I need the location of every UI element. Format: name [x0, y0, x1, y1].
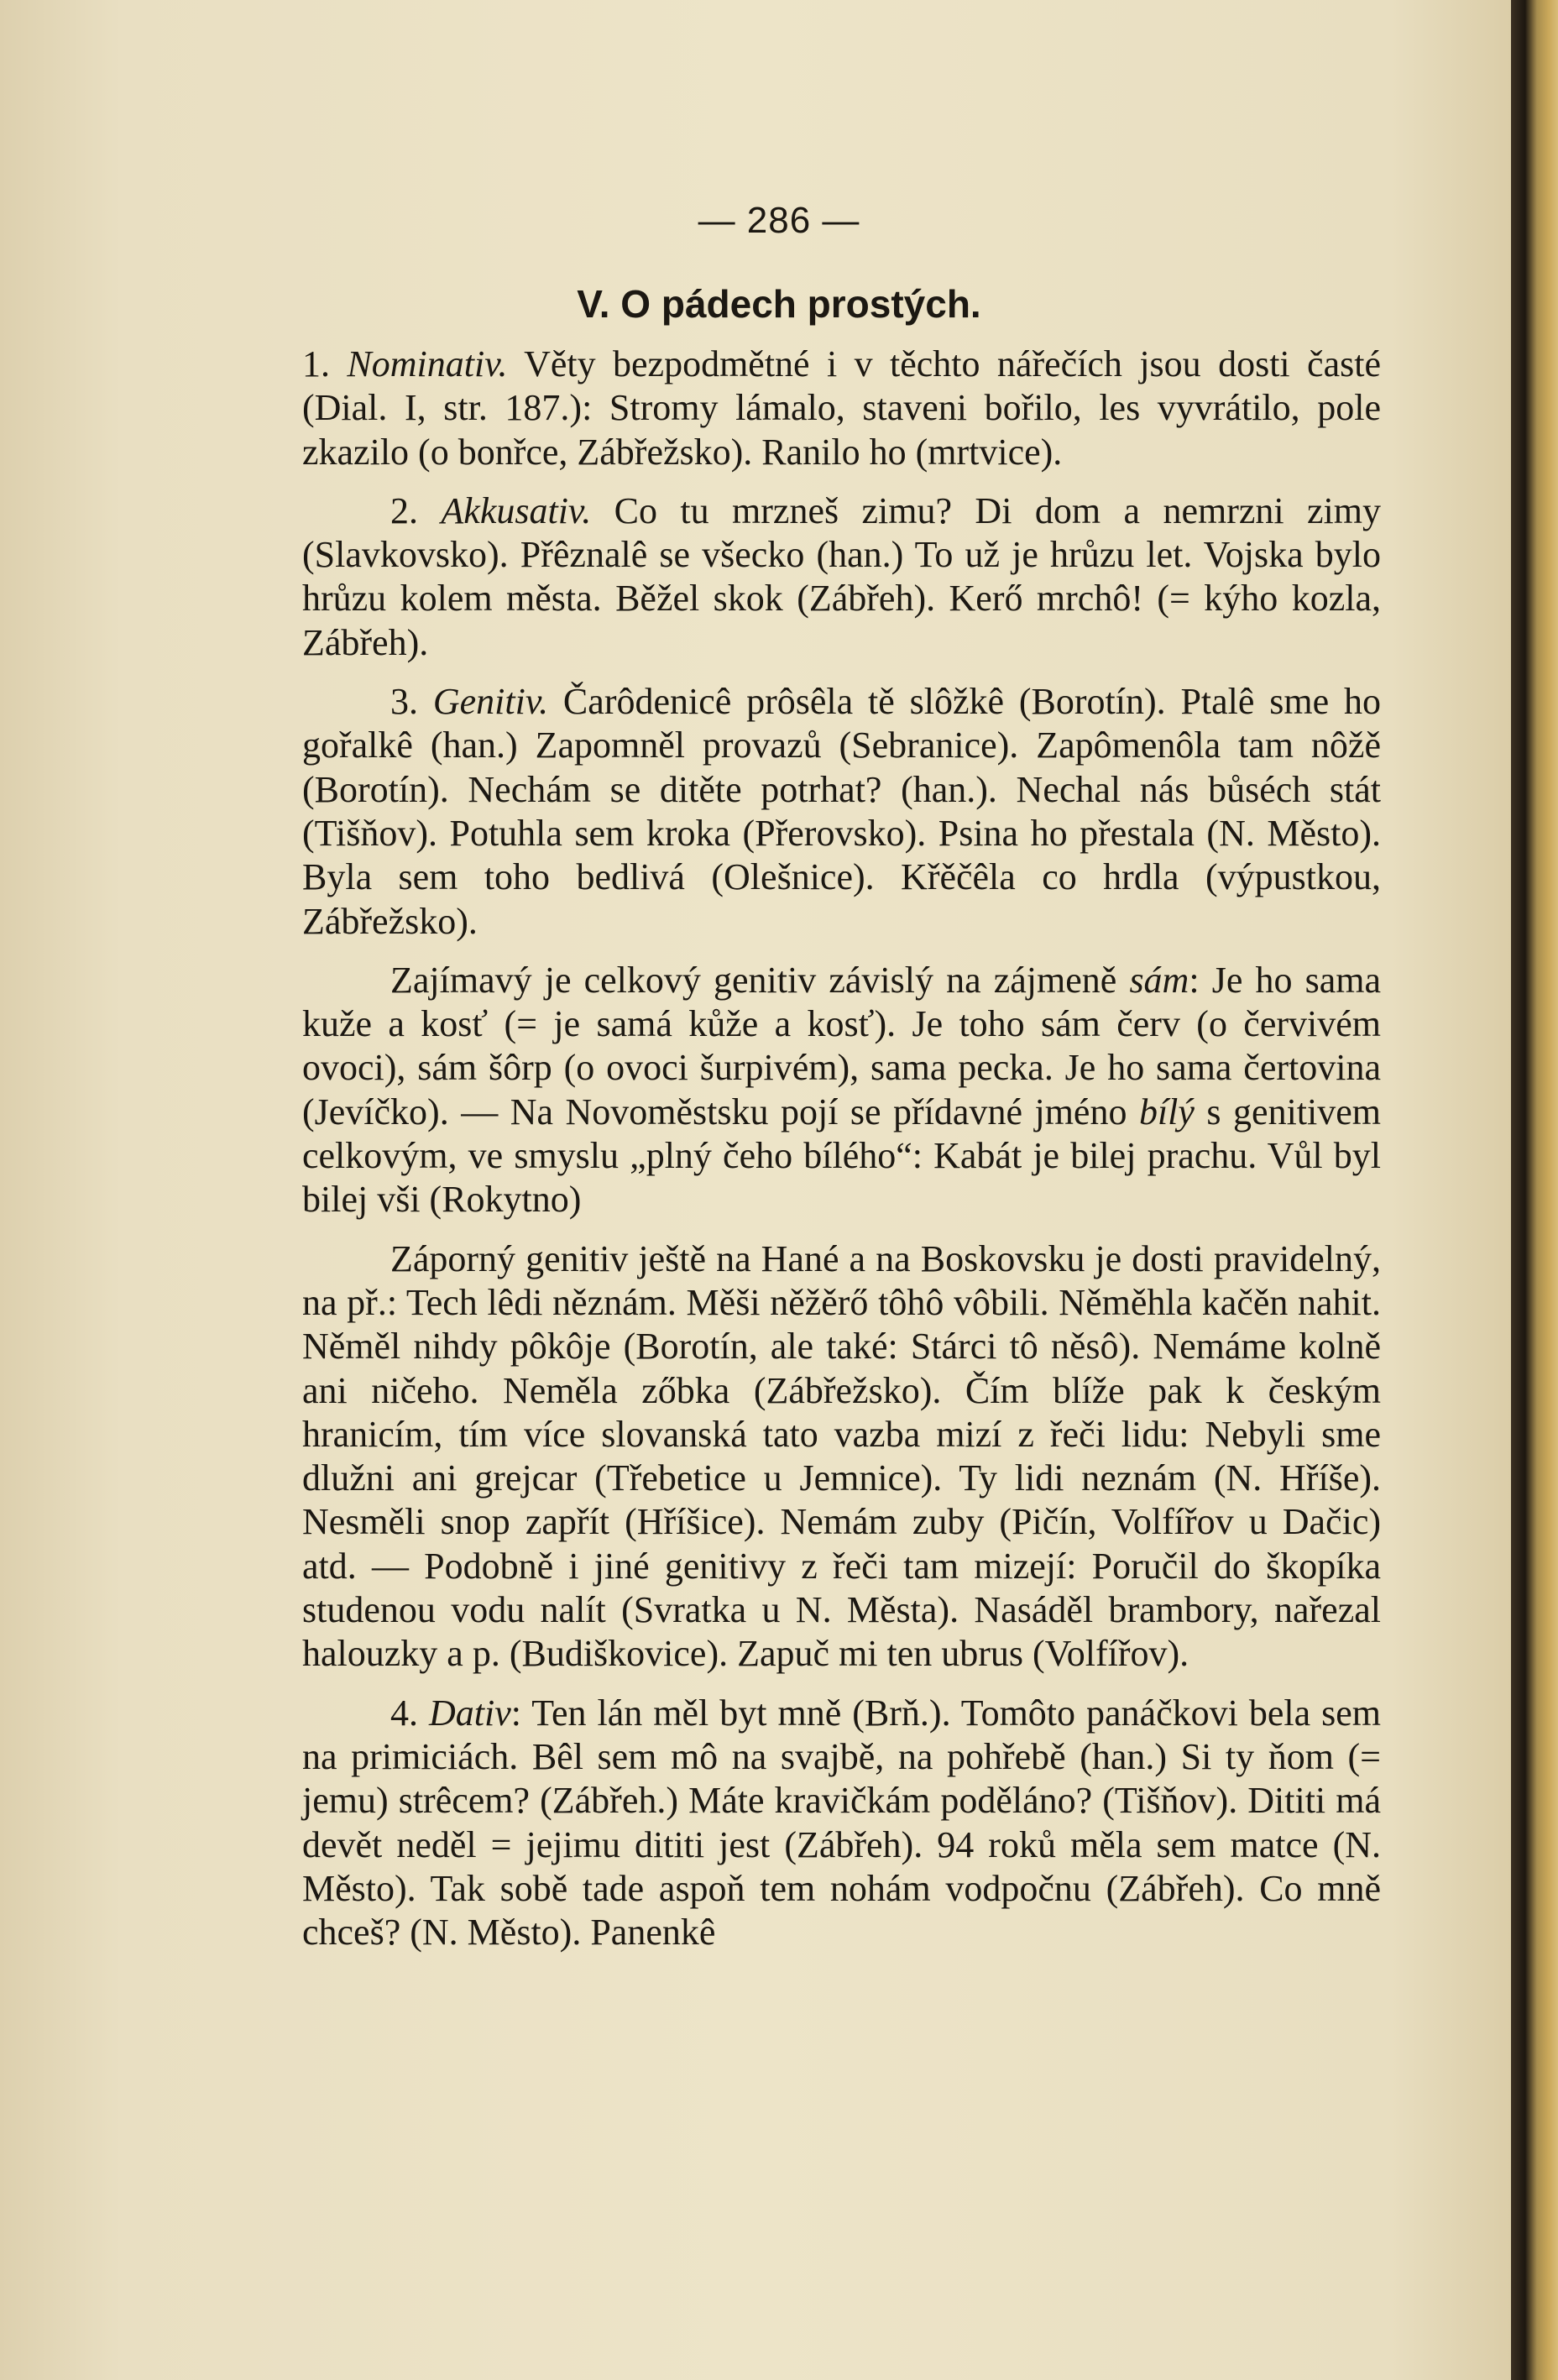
section-heading: V. O pádech prostých. — [577, 282, 981, 326]
paragraph-genitiv — [302, 680, 1381, 944]
paragraph-akkusativ — [302, 489, 1381, 665]
case-label: Dativ — [429, 1692, 511, 1734]
emphasis-word: sám — [1129, 959, 1189, 1001]
paragraph-celkovy-genitiv — [302, 959, 1381, 1222]
paragraph-text: Záporný genitiv ještě na Hané a na Boskovsku je dosti pravidelný, na př.: Tech lêdi něznám. Měši něžěrő tôhô vôbili. Něměhla kačěn nahit. Něměl nihdy pôkôje (Borotín, ale také: Stárci tô něsô). Nemáme kolně ani ničeho. Neměla zőbka (Zábřežsko). Čím blíže pak k českým hranicím, tím více slovanská tato vazba mizí z řeči lidu: Nebyli sme dlužni ani grejcar (Třebetice u Jemnice). Ty lidi neznám (N. Hříše). Nesměli snop zapřít (Hříšice). Nemám zuby (Pičín, Volfířov u Dačic) atd. — Podobně i jiné genitivy z řeči tam mizejí: Poručil do škopíka studenou vodu nalít (Svratka u N. Města). Nasáděl brambory, nařezal halouzky a p. (Budiškovice). Zapuč mi ten ubrus (Volfířov). — [302, 1237, 1381, 1675]
case-label: Nominativ. — [347, 343, 508, 384]
page-edge-shadow — [1511, 0, 1558, 2380]
page-number: — 286 — — [698, 200, 860, 241]
body-text — [302, 343, 1381, 1969]
paragraph-text: Zajímavý je celkový genitiv závislý na zájmeně — [390, 959, 1130, 1001]
paragraph-text: : Ten lán měl byt mně (Brň.). Tomôto panáčkovi bela sem na primiciách. Bêl sem mô na svajbě, na pohřebě (han.) Si ty ňom (= jemu) strêcem? (Zábřeh.) Máte kravičkám poděláno? (Tišňov). Dititi má devět neděl = jejimu dititi jest (Zábřeh). 94 roků měla sem matce (N. Město). Tak sobě tade aspoň tem nohám vodpočnu (Zábřeh). Co mně chceš? (N. Město). Panenkê — [302, 1692, 1382, 1954]
paragraph-nominativ — [302, 343, 1381, 474]
paragraph-number: 4. — [390, 1692, 418, 1734]
paragraph-text: s genitivem celkovým, ve smyslu „plný čeho bílého“: Kabát je bilej prachu. Vůl byl bilej vši (Rokytno) — [302, 1091, 1381, 1221]
case-label: Akkusativ. — [441, 489, 592, 531]
paragraph-text: Čarôdenicê prôsêla tě slôžkê (Borotín). Ptalê sme ho gořalkê (han.) Zapomněl provazů (Sebranice). Zapômenôla tam nôžě (Borotín). Nechám se ditěte potrhat? (han.). Nechal nás bůséch stát (Tišňov). Potuhla sem kroka (Přerovsko). Psina ho přestala (N. Město). Byla sem toho bedlivá (Olešnice). Křěčêla co hrdla (výpustkou, Zábřežsko). — [302, 681, 1381, 942]
paragraph-number: 3. — [390, 681, 418, 723]
paragraph-zaporny-genitiv — [302, 1237, 1381, 1676]
paragraph-text: Věty bezpodmětné i v těchto nářečích jsou dosti časté (Dial. I, str. 187.): Stromy lámalo, staveni bořilo, les vyvrátilo, pole zkazilo (o bonřce, Zábřežsko). Ranilo ho (mrtvice). — [302, 343, 1381, 473]
paragraph-dativ — [302, 1692, 1381, 1955]
paragraph-number: 1. — [302, 343, 330, 384]
emphasis-word: bílý — [1138, 1091, 1195, 1132]
paragraph-text: : Je ho sama kuže a kosť (= je samá kůže a kosť). Je toho sám červ (o červivém ovoci), sám šôrp (o ovoci šurpivém), sama pecka. Je ho sama čertovina (Jevíčko). — Na Novoměstsku pojí se přídavné jméno — [302, 959, 1381, 1132]
paragraph-text: Co tu mrzneš zimu? Di dom a nemrzni zimy (Slavkovsko). Přêznalê se všecko (han.) To už je hrůzu let. Vojska bylo hrůzu kolem města. Běžel skok (Zábřeh). Kerő mrchô! (= kýho kozla, Zábřeh). — [302, 489, 1382, 663]
case-label: Genitiv. — [432, 681, 549, 723]
paragraph-number: 2. — [390, 489, 418, 531]
